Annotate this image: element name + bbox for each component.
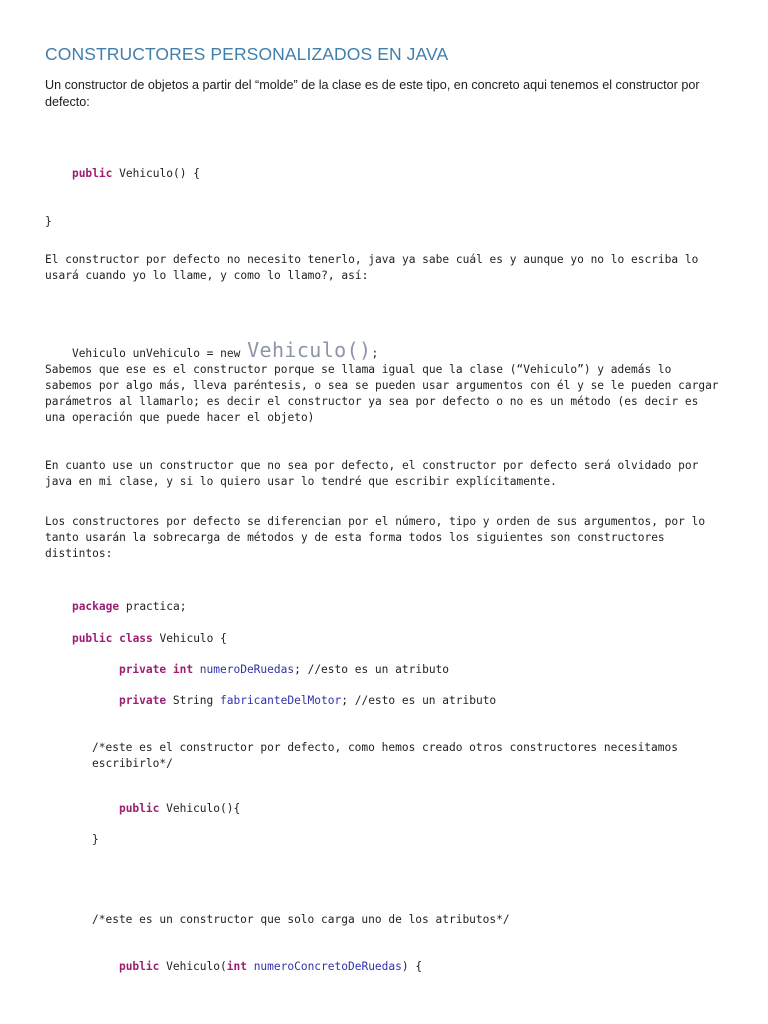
keyword-public: public (118, 802, 160, 815)
paragraph-default-constructor: El constructor por defecto no necesito tenerlo, java ya sabe cuál es y aunque yo no lo escriba lo usará cuando yo lo llame, y como lo llamo?, así: (45, 253, 699, 282)
code-comment-one-arg-ctor: /*este es un constructor que solo carga uno de los atributos*/ (92, 913, 510, 926)
instantiation-call: Vehiculo() (247, 338, 372, 362)
paragraph-en-cuanto: En cuanto use un constructor que no sea por defecto, el constructor por defecto será olvidado por java en mi clase, y si lo quiero usar lo tendré que escribir explícitamente. (45, 459, 699, 488)
code-text: practica; (119, 600, 187, 613)
keyword-package: package (71, 600, 120, 613)
instantiation-suffix: ; (371, 347, 379, 360)
intro-paragraph: Un constructor de objetos a partir del “molde” de la clase es de este tipo, en concreto aqui tenemos el constructor por defecto: (45, 78, 700, 109)
code-ctor-default-close: } (92, 833, 99, 846)
keyword-public: public (118, 960, 160, 973)
code-text: Vehiculo { (152, 632, 227, 645)
identifier-numero-concreto-de-ruedas: numeroConcretoDeRuedas (246, 960, 402, 973)
code-comment: ; //esto es un atributo (294, 663, 450, 676)
page-title: CONSTRUCTORES PERSONALIZADOS EN JAVA (45, 44, 449, 64)
identifier-fabricante-del-motor: fabricanteDelMotor (213, 694, 342, 707)
paragraph-sabemos: Sabemos que ese es el constructor porque se llama igual que la clase (“Vehiculo”) y además lo sabemos por algo más, lleva paréntesis, o sea se pueden usar argumentos con él y se le pueden cargar parámetros al llamarlo; es decir el constructor ya sea por defecto o no es un método (es decir es una operación que puede hacer el objeto) (45, 363, 719, 424)
code-text: Vehiculo() { (112, 167, 200, 180)
keyword-int: int (166, 663, 194, 676)
code-default-ctor-open (45, 150, 200, 198)
code-text: Vehiculo(){ (159, 802, 241, 815)
code-text: ) { (401, 960, 423, 973)
identifier-numero-de-ruedas: numeroDeRuedas (193, 663, 295, 676)
instantiation-prefix: Vehiculo unVehiculo = new (71, 347, 248, 360)
keyword-private: private (118, 663, 167, 676)
keyword-public: public (71, 167, 113, 180)
code-comment: ; //esto es un atributo (341, 694, 497, 707)
code-text: Vehiculo( (159, 960, 227, 973)
code-ctor-one-arg (92, 943, 422, 991)
keyword-private: private (118, 694, 167, 707)
keyword-public-class: public class (71, 632, 153, 645)
code-field-string (92, 677, 496, 725)
code-ctor-default-open (92, 785, 240, 833)
type-string: String (166, 694, 214, 707)
keyword-int: int (226, 960, 247, 973)
paragraph-los-constructores: Los constructores por defecto se diferencian por el número, tipo y orden de sus argumentos, por lo tanto usarán la sobrecarga de métodos y de esta forma todos los siguientes son constructores distintos: (45, 515, 706, 560)
code-default-ctor-close: } (45, 215, 52, 228)
code-comment-default-ctor: /*este es el constructor por defecto, como hemos creado otros constructores necesitamos escribirlo*/ (92, 741, 685, 770)
